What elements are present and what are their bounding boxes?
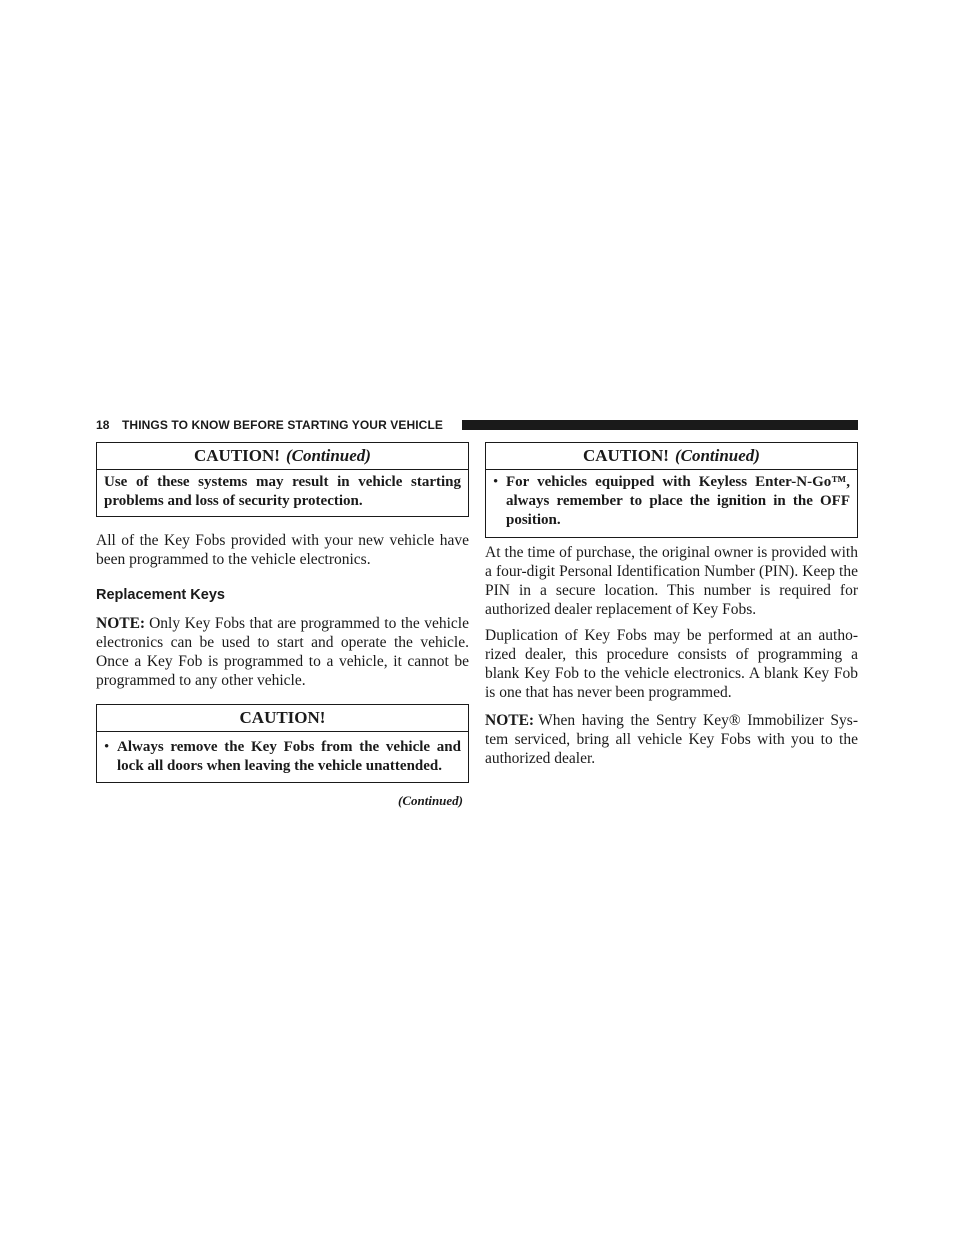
bullet-dot: • xyxy=(104,739,110,755)
note-text: Only Key Fobs that are programmed to the vehicle electronics can be used to start and operate the vehicle. Once a Key Fob is programmed to a vehicle, it cannot be programmed to any other vehicle. xyxy=(96,615,469,689)
paragraph-pin: At the time of purchase, the original owner is provided with a four-digit Personal Identification Number (PIN). Keep the PIN in a secure location. This number is required for authorized dealer replacement of Key Fobs. xyxy=(485,544,858,618)
note-paragraph xyxy=(96,614,469,690)
paragraph-keyfobs: All of the Key Fobs provided with your new vehicle have been programmed to the vehicle electronics. xyxy=(96,532,469,568)
header-rule xyxy=(462,420,858,430)
caution-continued-label: (Continued) xyxy=(285,446,371,465)
note-label: NOTE: xyxy=(96,615,146,632)
caution-body xyxy=(97,732,468,782)
caution-heading xyxy=(486,443,857,470)
note-label: NOTE: xyxy=(485,712,535,729)
caution-body xyxy=(486,470,857,537)
caution-bullet-text: Always remove the Key Fobs from the vehicle and lock all doors when leaving the vehicle unattended. xyxy=(117,739,461,774)
right-column xyxy=(485,442,858,768)
note-text: When having the Sentry Key® Immobilizer Sys-tem serviced, bring all vehicle Key Fobs with you to the authorized dealer. xyxy=(485,712,858,767)
page-number: 18 xyxy=(96,418,110,432)
caution-heading xyxy=(97,443,468,470)
caution-continued-box-right xyxy=(485,442,858,538)
left-column xyxy=(96,442,469,809)
caution-bullet-item xyxy=(104,738,461,776)
caution-text: Use of these systems may result in vehicle starting problems and loss of security protection. xyxy=(104,474,461,509)
caution-title: CAUTION! xyxy=(583,446,669,465)
caution-bullet-item xyxy=(493,473,850,530)
caution-box-left xyxy=(96,704,469,783)
caution-bullet-text: For vehicles equipped with Keyless Enter-N-Go™, always remember to place the ignition in the OFF position. xyxy=(506,474,850,528)
paragraph-duplication: Duplication of Key Fobs may be performed at an autho-rized dealer, this procedure consists of programming a blank Key Fob to the vehicle electronics. A blank Key Fob is one that has never been programmed. xyxy=(485,627,858,701)
section-title: THINGS TO KNOW BEFORE STARTING YOUR VEHICLE xyxy=(122,418,443,432)
page-header xyxy=(96,417,858,433)
caution-continued-label: (Continued) xyxy=(674,446,760,465)
continued-footer: (Continued) xyxy=(397,793,463,808)
heading-replacement-keys: Replacement Keys xyxy=(96,587,225,603)
caution-heading xyxy=(97,705,468,732)
caution-title: CAUTION! xyxy=(194,446,280,465)
note-paragraph xyxy=(485,711,858,768)
caution-title: CAUTION! xyxy=(239,708,326,727)
caution-continued-box-left xyxy=(96,442,469,517)
bullet-dot: • xyxy=(493,474,499,490)
